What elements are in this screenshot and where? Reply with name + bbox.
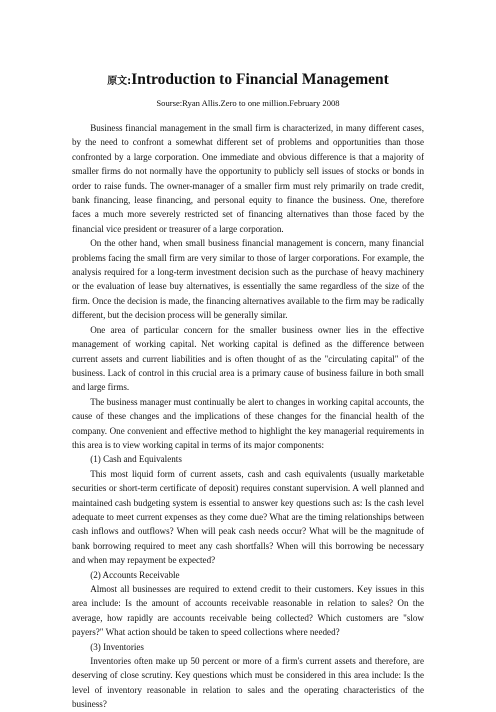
section-heading: (2) Accounts Receivable [90, 569, 180, 580]
body-paragraph: On the other hand, when small business financial management is concern, many financial problems facing the small firm are very similar to those of larger corporations. For example, the analysis required for a long-term investment decision such as the purchase of heavy machinery or the evaluation of lease buy alternatives, is essentially the same regardless of the size of the firm. Once the decision is made, the financing alternatives available to the firm may be radically different, but the decision process will be generally similar. [72, 238, 424, 321]
title-prefix: 原文: [107, 76, 132, 87]
title-text: Introduction to Financial Management [131, 71, 389, 88]
source-line: Sourse:Ryan Allis.Zero to one million.February 2008 [156, 98, 340, 108]
document-body [72, 121, 424, 712]
body-paragraph: Inventories often make up 50 percent or more of a firm's current assets and therefore, are deserving of close scrutiny. Key questions which must be considered in this area include: Is the level of inventory reasonable in relation to sales and the operating characteristics of the business? [72, 656, 424, 710]
section-heading: (3) Inventories [90, 641, 144, 652]
document-title [72, 62, 424, 93]
body-paragraph: Almost all businesses are required to extend credit to their customers. Key issues in this area include: Is the amount of accounts receivable reasonable in relation to sales? On the average, how rapidly are accounts receivable being collected? Which customers are "slow payers?" What action should be taken to speed collections where needed? [72, 584, 424, 638]
body-paragraph: One area of particular concern for the smaller business owner lies in the effective management of working capital. Net working capital is defined as the difference between current assets and current liabilities and is often thought of as the "circulating capital" of the business. Lack of control in this crucial area is a primary cause of business failure in both small and large firms. [72, 324, 424, 393]
body-paragraph: The business manager must continually be alert to changes in working capital accounts, the cause of these changes and the implications of these changes for the financial health of the company. One convenient and effective method to highlight the key managerial requirements in this area is to view working capital in terms of its major components: [72, 396, 424, 450]
body-paragraph: Business financial management in the small firm is characterized, in many different cases, by the need to confront a somewhat different set of problems and opportunities than those confronted by a large corporation. One immediate and obvious difference is that a majority of smaller firms do not normally have the opportunity to publicly sell issues of stocks or bonds in order to raise funds. The owner-manager of a smaller firm must rely primarily on trade credit, bank financing, lease financing, and personal equity to finance the business. One, therefore faces a much more severely restricted set of financing alternatives than those faced by the financial vice president or treasurer of a large corporation. [72, 123, 424, 234]
section-heading: (1) Cash and Equivalents [90, 454, 182, 465]
body-paragraph: This most liquid form of current assets, cash and cash equivalents (usually marketable securities or short-term certificate of deposit) requires constant supervision. A well planned and maintained cash budgeting system is essential to answer key questions such as: Is the cash level adequate to meet current expenses as they come due? What are the timing relationships between cash inflows and outflows? When will peak cash needs occur? What will be the magnitude of bank borrowing required to meet any cash shortfalls? When will this borrowing be necessary and when may repayment be expected? [72, 468, 424, 566]
